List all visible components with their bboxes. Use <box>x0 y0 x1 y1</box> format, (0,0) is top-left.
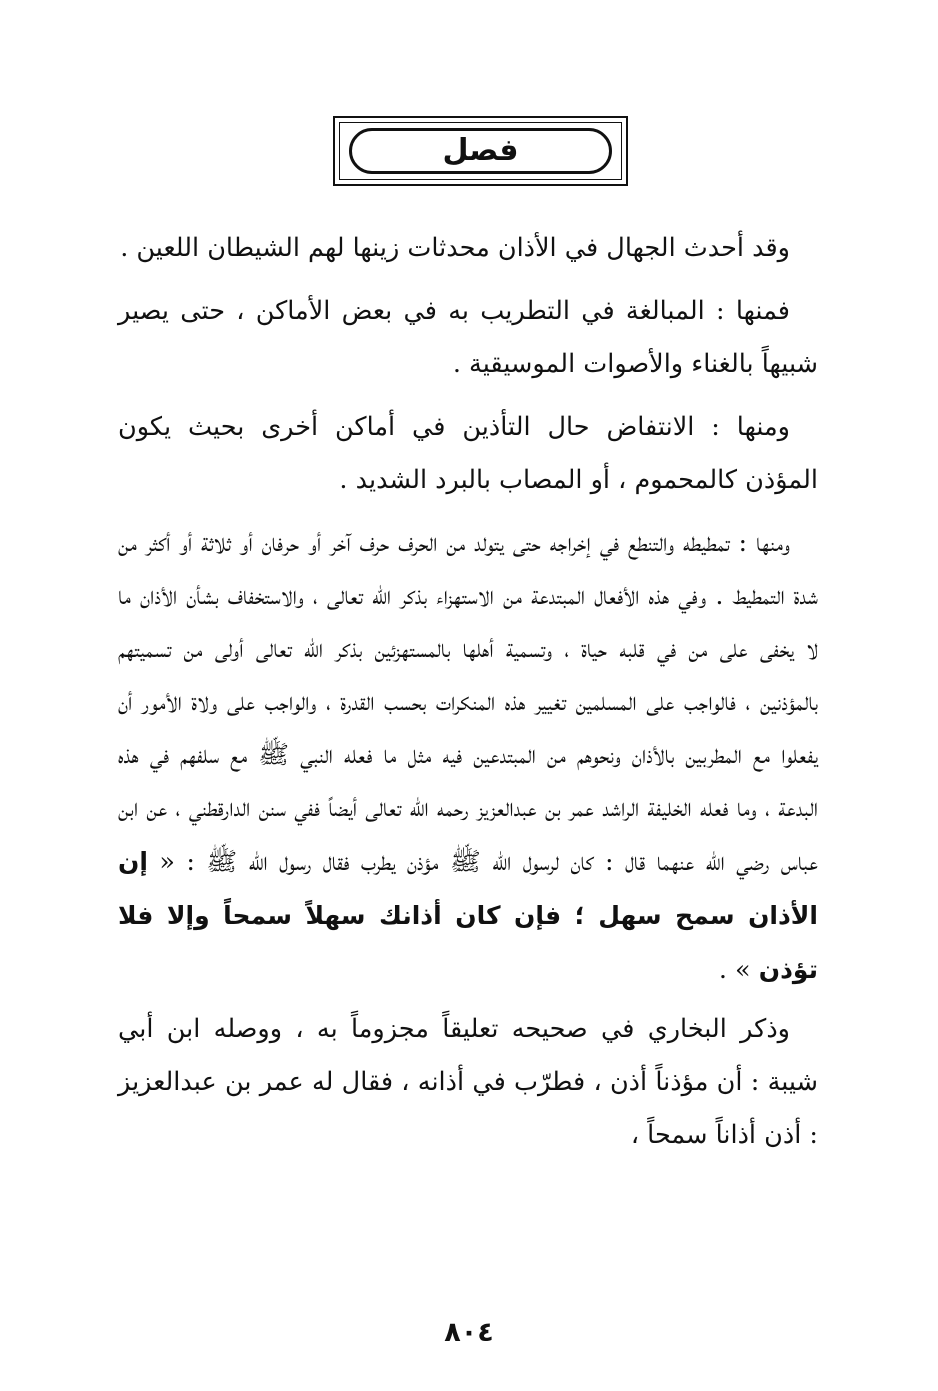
chapter-heading-cartouche <box>349 128 612 174</box>
page-number: ٨٠٤ <box>444 1317 494 1348</box>
chapter-heading-frame <box>333 116 628 186</box>
paragraph-second-innovation: ومنها : الانتفاض حال التأذين في أماكن أخرى بحيث يكون المؤذن كالمحموم ، أو المصاب بالبرد الشديد . <box>118 412 818 495</box>
page-body-text <box>118 222 818 1172</box>
paragraph-third-closing: » . <box>718 955 759 985</box>
paragraph-third-text: ومنها : تمطيطه والتنطع في إخراجه حتى يتولد من الحرف حرف آخر أو حرفان أو ثلاثة أو أكثر من شدة التمطيط . وفي هذه الأفعال المبتدعة من الاستهزاء بذكر الله تعالى ، والاستخفاف بشأن الأذان ما لا يخفى على من في قلبه حياة ، وتسمية أهلها بالمستهزئين بذكر الله تعالى أولى من تسميتهم بالمؤذنين ، فالواجب على المسلمين تغيير هذه المنكرات بحسب القدرة ، والواجب على ولاة الأمور أن يفعلوا مع المطربين بالأذان ونحوهم من المبتدعين فيه مثل ما فعله النبي ﷺ مع سلفهم في هذه البدعة ، وما فعله الخليفة الراشد عمر بن عبدالعزيز رحمه الله تعالى أيضاً ففي سنن الدارقطني ، عن ابن عباس رضي الله عنهما قال : كان لرسول الله ﷺ مؤذن يطرب فقال رسول الله ﷺ : « <box>118 528 818 877</box>
paragraph-first-innovation: فمنها : المبالغة في التطريب به في بعض الأماكن ، حتى يصير شبيهاً بالغناء والأصوات الموسيقية . <box>118 296 818 379</box>
hadith-quote: إن الأذان سمح سهل ؛ فإن كان أذانك سهلاً سمحاً وإلا فلا تؤذن <box>118 847 818 984</box>
paragraph-bukhari-narration: وذكر البخاري في صحيحه تعليقاً مجزوماً به ، ووصله ابن أبي شيبة : أن مؤذناً أذن ، فطرّب في أذانه ، فقال له عمر بن عبدالعزيز : أذن أذاناً سمحاً ، <box>118 1014 818 1150</box>
chapter-heading-title: فصل <box>442 133 519 168</box>
paragraph-third-innovation <box>118 517 818 997</box>
paragraph-intro: وقد أحدث الجهال في الأذان محدثات زينها لهم الشيطان اللعين . <box>120 233 790 263</box>
